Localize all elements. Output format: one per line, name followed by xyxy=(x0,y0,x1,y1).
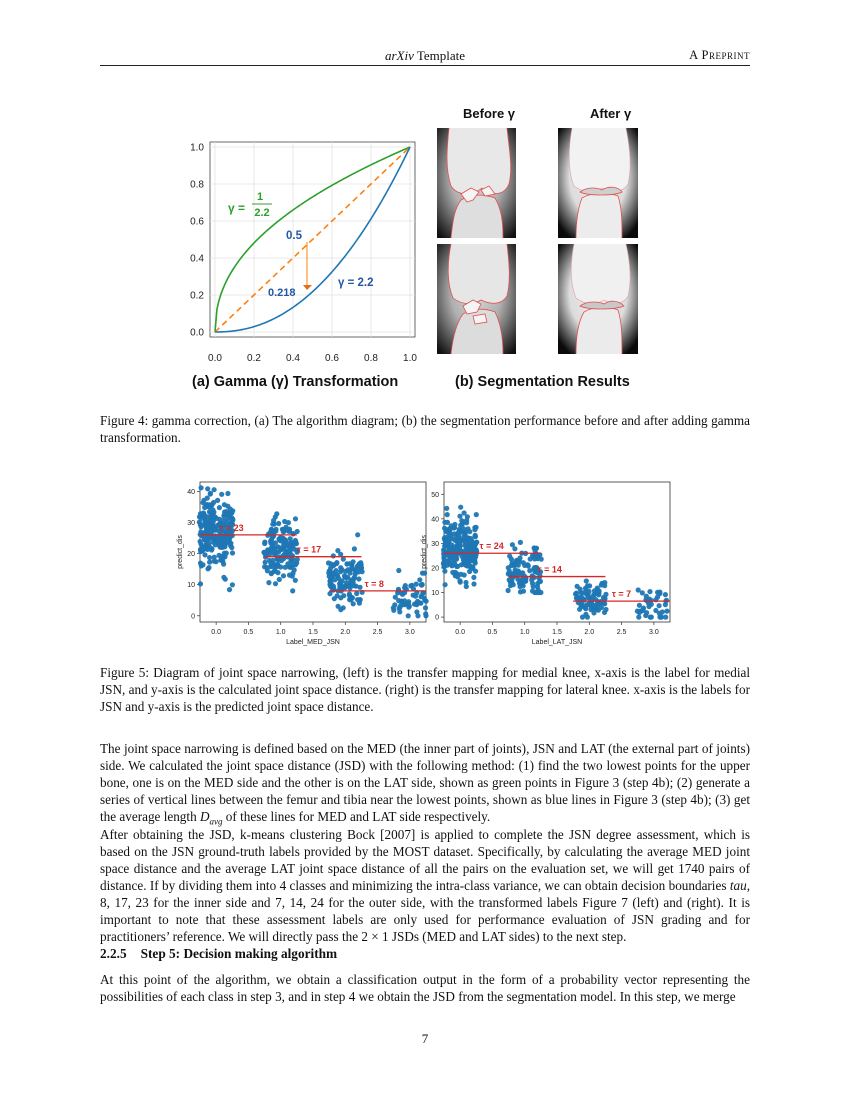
scatter-point xyxy=(351,580,356,585)
scatter-point xyxy=(584,578,589,583)
scatter-xtick-label: 0.5 xyxy=(487,629,498,636)
xray-after-bottom xyxy=(558,244,638,354)
scatter-point xyxy=(593,605,598,610)
scatter-point xyxy=(198,549,203,554)
fig4-sublabel-a: (a) Gamma (γ) Transformation xyxy=(192,374,399,390)
scatter-point xyxy=(391,608,396,613)
scatter-point xyxy=(657,590,662,595)
scatter-xtick-label: 0.0 xyxy=(211,629,222,636)
scatter-point xyxy=(530,588,535,593)
scatter-point xyxy=(204,537,209,542)
scatter-point xyxy=(649,615,654,620)
scatter-point xyxy=(413,594,418,599)
scatter-point xyxy=(286,529,291,534)
scatter-point xyxy=(228,541,233,546)
scatter-point xyxy=(444,540,449,545)
scatter-point xyxy=(212,487,217,492)
scatter-xtick-label: 2.5 xyxy=(372,629,383,636)
scatter-point xyxy=(637,603,642,608)
scatter-point xyxy=(580,615,585,620)
scatter-point xyxy=(532,545,537,550)
p2-text-a: After obtaining the JSD, k-means clustering Bock [2007] is applied to complete the JSN degree assessment, which is based on the JSN ground-truth labels provided by the MOST dataset. Specifically, by calculating the average MED joint space distance and the average LAT joint space distance of all the pairs on the evaluation set, we will get 1740 pairs of distance. If by dividing them into 4 classes and minimizing the intra-class variance, we can obtain decision boundaries xyxy=(100,827,750,893)
scatter-point xyxy=(214,559,219,564)
scatter-point xyxy=(474,512,479,517)
scatter-point xyxy=(595,586,600,591)
scatter-point xyxy=(205,514,210,519)
scatter-point xyxy=(471,581,476,586)
scatter-xtick-label: 2.0 xyxy=(340,629,351,636)
p2-text-c: JSDs (MED and LAT sides) to the next step. xyxy=(388,929,627,944)
scatter-point xyxy=(403,583,408,588)
scatter-point xyxy=(470,564,475,569)
scatter-point xyxy=(442,520,447,525)
scatter-point xyxy=(202,519,207,524)
scatter-point xyxy=(454,556,459,561)
scatter-point xyxy=(271,518,276,523)
scatter-point xyxy=(330,574,335,579)
xray-after-top xyxy=(558,128,638,238)
scatter-xtick-label: 1.0 xyxy=(275,629,286,636)
scatter-point xyxy=(201,498,206,503)
scatter-point xyxy=(397,609,402,614)
scatter-point xyxy=(415,613,420,618)
scatter-chart-lat xyxy=(421,476,676,656)
gamma-ytick-label: 0.0 xyxy=(190,327,204,339)
gamma-xtick-label: 0.4 xyxy=(286,353,300,364)
scatter-point xyxy=(287,573,292,578)
gamma-ytick-label: 1.0 xyxy=(190,142,204,154)
scatter-point xyxy=(449,536,454,541)
scatter-point xyxy=(219,536,224,541)
scatter-point xyxy=(414,582,419,587)
scatter-point xyxy=(442,569,447,574)
scatter-point xyxy=(513,567,518,572)
scatter-point xyxy=(338,607,343,612)
scatter-point xyxy=(212,527,217,532)
scatter-point xyxy=(458,580,463,585)
scatter-point xyxy=(331,563,336,568)
scatter-ytick-label: 20 xyxy=(431,565,439,573)
scatter-point xyxy=(657,603,662,608)
scatter-point xyxy=(459,562,464,567)
scatter-ytick-label: 10 xyxy=(431,590,439,598)
scatter-point xyxy=(204,525,209,530)
scatter-xlabel: Label_MED_JSN xyxy=(286,639,340,646)
scatter-ylabel: predict_dis xyxy=(421,535,428,569)
scatter-point xyxy=(218,541,223,546)
scatter-point xyxy=(271,533,276,538)
scatter-point xyxy=(198,561,203,566)
scatter-point xyxy=(602,610,607,615)
scatter-point xyxy=(458,530,463,535)
scatter-point xyxy=(274,511,279,516)
scatter-xtick-label: 2.5 xyxy=(616,629,627,636)
scatter-point xyxy=(518,540,523,545)
annot-0218: 0.218 xyxy=(268,287,296,299)
scatter-point xyxy=(335,573,340,578)
scatter-point xyxy=(273,527,278,532)
scatter-point xyxy=(207,505,212,510)
scatter-point xyxy=(352,546,357,551)
scatter-point xyxy=(509,563,514,568)
scatter-ytick-label: 50 xyxy=(431,491,439,499)
scatter-point xyxy=(345,561,350,566)
p1-text-b: of these lines for MED and LAT side respectively. xyxy=(222,809,491,824)
threshold-label: τ = 14 xyxy=(537,564,562,575)
scatter-point xyxy=(205,566,210,571)
scatter-point xyxy=(506,588,511,593)
scatter-point xyxy=(295,529,300,534)
scatter-xtick-label: 3.0 xyxy=(404,629,415,636)
p2-math: tau xyxy=(729,878,747,893)
scatter-point xyxy=(647,589,652,594)
gamma-xtick-label: 0.0 xyxy=(208,353,222,364)
scatter-point xyxy=(293,516,298,521)
scatter-point xyxy=(202,505,207,510)
scatter-point xyxy=(472,525,477,530)
p1-sub: avg xyxy=(209,816,223,827)
scatter-point xyxy=(355,532,360,537)
scatter-point xyxy=(664,609,669,614)
scatter-point xyxy=(644,610,649,615)
scatter-point xyxy=(354,591,359,596)
scatter-point xyxy=(353,569,358,574)
gamma-chart xyxy=(160,120,430,370)
p2-text-b: , 8, 17, 23 for the inner side and 7, 14, 24 for the outer side, with the transformed labels Figure 7 (left) and (right). It is important to note that these assessment labels are only used for performance evaluation of JSN grading and for practitioners’ reference. We will directly pass the xyxy=(100,878,750,944)
scatter-point xyxy=(225,491,230,496)
scatter-point xyxy=(585,615,590,620)
scatter-point xyxy=(262,540,267,545)
scatter-point xyxy=(292,567,297,572)
scatter-point xyxy=(576,596,581,601)
scatter-point xyxy=(417,600,422,605)
scatter-point xyxy=(202,552,207,557)
scatter-point xyxy=(224,551,229,556)
after-gamma-label: After γ xyxy=(590,106,632,121)
fig4-sublabel-b: (b) Segmentation Results xyxy=(455,374,630,390)
scatter-xtick-label: 2.0 xyxy=(584,629,595,636)
figure4-caption: Figure 4: gamma correction, (a) The algorithm diagram; (b) the segmentation performance before and after adding gamma transformation. xyxy=(100,413,750,445)
scatter-ytick-label: 30 xyxy=(187,519,195,527)
scatter-point xyxy=(343,569,348,574)
page-number: 7 xyxy=(421,1031,429,1046)
scatter-point xyxy=(349,563,354,568)
scatter-point xyxy=(266,580,271,585)
scatter-point xyxy=(338,595,343,600)
scatter-point xyxy=(286,520,291,525)
gamma-inv-num: 1 xyxy=(256,191,264,203)
scatter-point xyxy=(465,560,470,565)
scatter-point xyxy=(207,560,212,565)
scatter-point xyxy=(269,527,274,532)
scatter-point xyxy=(230,550,235,555)
scatter-point xyxy=(406,613,411,618)
gamma-ytick-label: 0.2 xyxy=(190,290,204,302)
scatter-point xyxy=(198,529,203,534)
scatter-point xyxy=(408,583,413,588)
scatter-point xyxy=(227,587,232,592)
scatter-point xyxy=(197,520,202,525)
scatter-point xyxy=(200,512,205,517)
threshold-label: τ = 17 xyxy=(296,544,322,555)
scatter-point xyxy=(396,598,401,603)
section-heading xyxy=(100,946,337,962)
gamma-xtick-label: 0.8 xyxy=(364,353,378,364)
scatter-point xyxy=(521,589,526,594)
scatter-point xyxy=(578,587,583,592)
scatter-point xyxy=(208,491,213,496)
scatter-point xyxy=(516,559,521,564)
scatter-point xyxy=(451,547,456,552)
section-title: Step 5: Decision making algorithm xyxy=(140,946,338,961)
scatter-xtick-label: 0.0 xyxy=(455,629,466,636)
section-number: 2.2.5 xyxy=(100,946,127,961)
scatter-point xyxy=(640,590,645,595)
scatter-point xyxy=(199,485,204,490)
scatter-point xyxy=(281,546,286,551)
threshold-label: τ = 24 xyxy=(479,541,504,552)
threshold-label: τ = 8 xyxy=(364,578,384,589)
p1-text-a: The joint space narrowing is defined based on the MED (the inner part of joints), JSN and LAT (the external part of joints) side. We calculated the joint space distance (JSD) with the following method: (1) find the two lowest points for the upper bone, one is on the MED side and the other is on the LAT side, shown as green points in Figure 3 (step 4b); (2) generate a series of vertical lines between the femur and tibia near the lowest points, shown as blue lines in Figure 3 (step 4b); (3) get the average length xyxy=(100,741,750,824)
scatter-xtick-label: 1.5 xyxy=(308,629,318,636)
scatter-point xyxy=(452,561,457,566)
scatter-point xyxy=(211,500,216,505)
scatter-point xyxy=(443,582,448,587)
scatter-point xyxy=(326,560,331,565)
scatter-point xyxy=(635,609,640,614)
scatter-ytick-label: 0 xyxy=(435,614,439,622)
scatter-point xyxy=(357,585,362,590)
scatter-point xyxy=(268,548,273,553)
gamma-ytick-label: 0.4 xyxy=(190,253,204,265)
scatter-point xyxy=(207,555,212,560)
scatter-point xyxy=(273,581,278,586)
scatter-point xyxy=(584,603,589,608)
scatter-point xyxy=(443,528,448,533)
scatter-point xyxy=(457,543,462,548)
scatter-point xyxy=(407,604,412,609)
scatter-point xyxy=(467,529,472,534)
scatter-point xyxy=(585,583,590,588)
scatter-point xyxy=(603,592,608,597)
gamma-xtick-label: 0.6 xyxy=(325,353,339,364)
segmentation-images xyxy=(437,128,640,354)
scatter-point xyxy=(228,506,233,511)
scatter-point xyxy=(465,514,470,519)
scatter-xlabel: Label_LAT_JSN xyxy=(531,639,583,646)
scatter-point xyxy=(653,608,658,613)
p2-math2: 2 × 1 xyxy=(361,929,389,944)
scatter-point xyxy=(663,592,668,597)
gamma-ytick-label: 0.6 xyxy=(190,216,204,228)
scatter-point xyxy=(522,563,527,568)
scatter-point xyxy=(278,564,283,569)
scatter-point xyxy=(217,553,222,558)
gamma-xtick-label: 1.0 xyxy=(403,353,417,364)
scatter-point xyxy=(276,521,281,526)
scatter-point xyxy=(457,514,462,519)
scatter-xtick-label: 0.5 xyxy=(243,629,254,636)
scatter-point xyxy=(198,581,203,586)
scatter-point xyxy=(329,582,334,587)
scatter-point xyxy=(203,546,208,551)
scatter-point xyxy=(519,578,524,583)
scatter-point xyxy=(463,532,468,537)
scatter-point xyxy=(530,573,535,578)
scatter-chart-med xyxy=(168,476,430,656)
annot-05: 0.5 xyxy=(286,230,302,242)
scatter-point xyxy=(419,593,424,598)
figure5-caption: Figure 5: Diagram of joint space narrowing, (left) is the transfer mapping for medial knee, x-axis is the label for medial JSN, and y-axis is the calculated joint space distance. (right) is the transfer mapping for lateral knee. x-axis is the labels for JSN and y-axis is the predicted joint space distance. xyxy=(100,665,750,714)
scatter-point xyxy=(417,577,422,582)
scatter-point xyxy=(507,554,512,559)
scatter-point xyxy=(636,615,641,620)
scatter-ytick-label: 20 xyxy=(187,551,195,559)
scatter-point xyxy=(275,557,280,562)
scatter-xtick-label: 1.0 xyxy=(519,629,530,636)
gamma-xtick-label: 0.2 xyxy=(247,353,261,364)
scatter-point xyxy=(474,540,479,545)
scatter-point xyxy=(283,565,288,570)
scatter-ytick-label: 10 xyxy=(187,582,195,590)
scatter-point xyxy=(278,538,283,543)
scatter-point xyxy=(458,505,463,510)
scatter-point xyxy=(288,552,293,557)
scatter-xtick-label: 3.0 xyxy=(648,629,659,636)
scatter-point xyxy=(447,554,452,559)
scatter-point xyxy=(344,580,349,585)
scatter-point xyxy=(275,544,280,549)
threshold-label: τ = 7 xyxy=(611,589,632,600)
p1-math: D xyxy=(199,809,210,824)
scatter-point xyxy=(221,575,226,580)
scatter-point xyxy=(452,531,457,536)
gamma-ytick-label: 0.8 xyxy=(190,179,204,191)
scatter-point xyxy=(396,568,401,573)
scatter-point xyxy=(419,583,424,588)
scatter-point xyxy=(663,615,668,620)
gamma-inv-label: γ = xyxy=(228,201,246,215)
scatter-point xyxy=(337,585,342,590)
scatter-point xyxy=(205,486,210,491)
scatter-point xyxy=(596,592,601,597)
scatter-point xyxy=(262,564,267,569)
scatter-ylabel: predict_dis xyxy=(177,535,184,569)
threshold-label: τ = 23 xyxy=(219,522,244,533)
scatter-point xyxy=(663,602,668,607)
paragraph-decision: At this point of the algorithm, we obtain a classification output in the form of a probability vector representing the possibilities of each class in step 3, and in step 4 we obtain the JSD from the segmentation model. In this step, we merge xyxy=(100,972,750,1004)
scatter-point xyxy=(290,588,295,593)
before-gamma-label: Before γ xyxy=(463,106,516,121)
scatter-point xyxy=(331,553,336,558)
scatter-point xyxy=(356,576,361,581)
gamma-inv-den: 2.2 xyxy=(254,207,270,219)
scatter-point xyxy=(355,597,360,602)
scatter-point xyxy=(467,537,472,542)
scatter-point xyxy=(288,541,293,546)
scatter-ytick-label: 40 xyxy=(187,488,195,496)
xray-before-bottom xyxy=(437,244,516,354)
scatter-point xyxy=(535,581,540,586)
scatter-point xyxy=(230,582,235,587)
scatter-point xyxy=(452,525,457,530)
scatter-point xyxy=(268,561,273,566)
scatter-point xyxy=(444,506,449,511)
scatter-point xyxy=(263,560,268,565)
scatter-point xyxy=(589,602,594,607)
scatter-point xyxy=(338,565,343,570)
scatter-xtick-label: 1.5 xyxy=(552,629,562,636)
scatter-point xyxy=(445,512,450,517)
scatter-point xyxy=(219,492,224,497)
scatter-point xyxy=(332,596,337,601)
scatter-point xyxy=(471,557,476,562)
paragraph-jsd-method xyxy=(100,740,750,831)
scatter-point xyxy=(646,604,651,609)
scatter-point xyxy=(217,505,222,510)
scatter-point xyxy=(222,512,227,517)
scatter-point xyxy=(198,539,203,544)
scatter-point xyxy=(420,571,425,576)
paragraph-kmeans xyxy=(100,826,750,945)
scatter-point xyxy=(511,582,516,587)
scatter-point xyxy=(442,564,447,569)
scatter-point xyxy=(277,577,282,582)
scatter-point xyxy=(347,593,352,598)
header-rule xyxy=(100,65,750,66)
scatter-point xyxy=(208,546,213,551)
scatter-point xyxy=(281,573,286,578)
scatter-point xyxy=(458,572,463,577)
scatter-point xyxy=(356,563,361,568)
header-preprint-label: A Preprint xyxy=(689,48,750,62)
scatter-point xyxy=(471,575,476,580)
scatter-point xyxy=(345,575,350,580)
scatter-ytick-label: 40 xyxy=(431,516,439,524)
scatter-point xyxy=(512,546,517,551)
scatter-point xyxy=(211,517,216,522)
scatter-point xyxy=(400,592,405,597)
scatter-point xyxy=(351,601,356,606)
scatter-point xyxy=(464,584,469,589)
scatter-point xyxy=(275,570,280,575)
scatter-point xyxy=(539,557,544,562)
scatter-point xyxy=(530,581,535,586)
scatter-point xyxy=(335,548,340,553)
scatter-point xyxy=(660,609,665,614)
scatter-point xyxy=(586,595,591,600)
scatter-ytick-label: 0 xyxy=(191,613,195,621)
scatter-point xyxy=(467,569,472,574)
scatter-ytick-label: 30 xyxy=(431,540,439,548)
scatter-point xyxy=(472,534,477,539)
gamma-label: γ = 2.2 xyxy=(338,277,374,289)
xray-before-top xyxy=(437,128,516,238)
scatter-point xyxy=(293,539,298,544)
scatter-point xyxy=(457,538,462,543)
header-rest: Template xyxy=(413,48,466,63)
header-italic: arXiv xyxy=(384,48,414,63)
scatter-point xyxy=(211,510,216,515)
